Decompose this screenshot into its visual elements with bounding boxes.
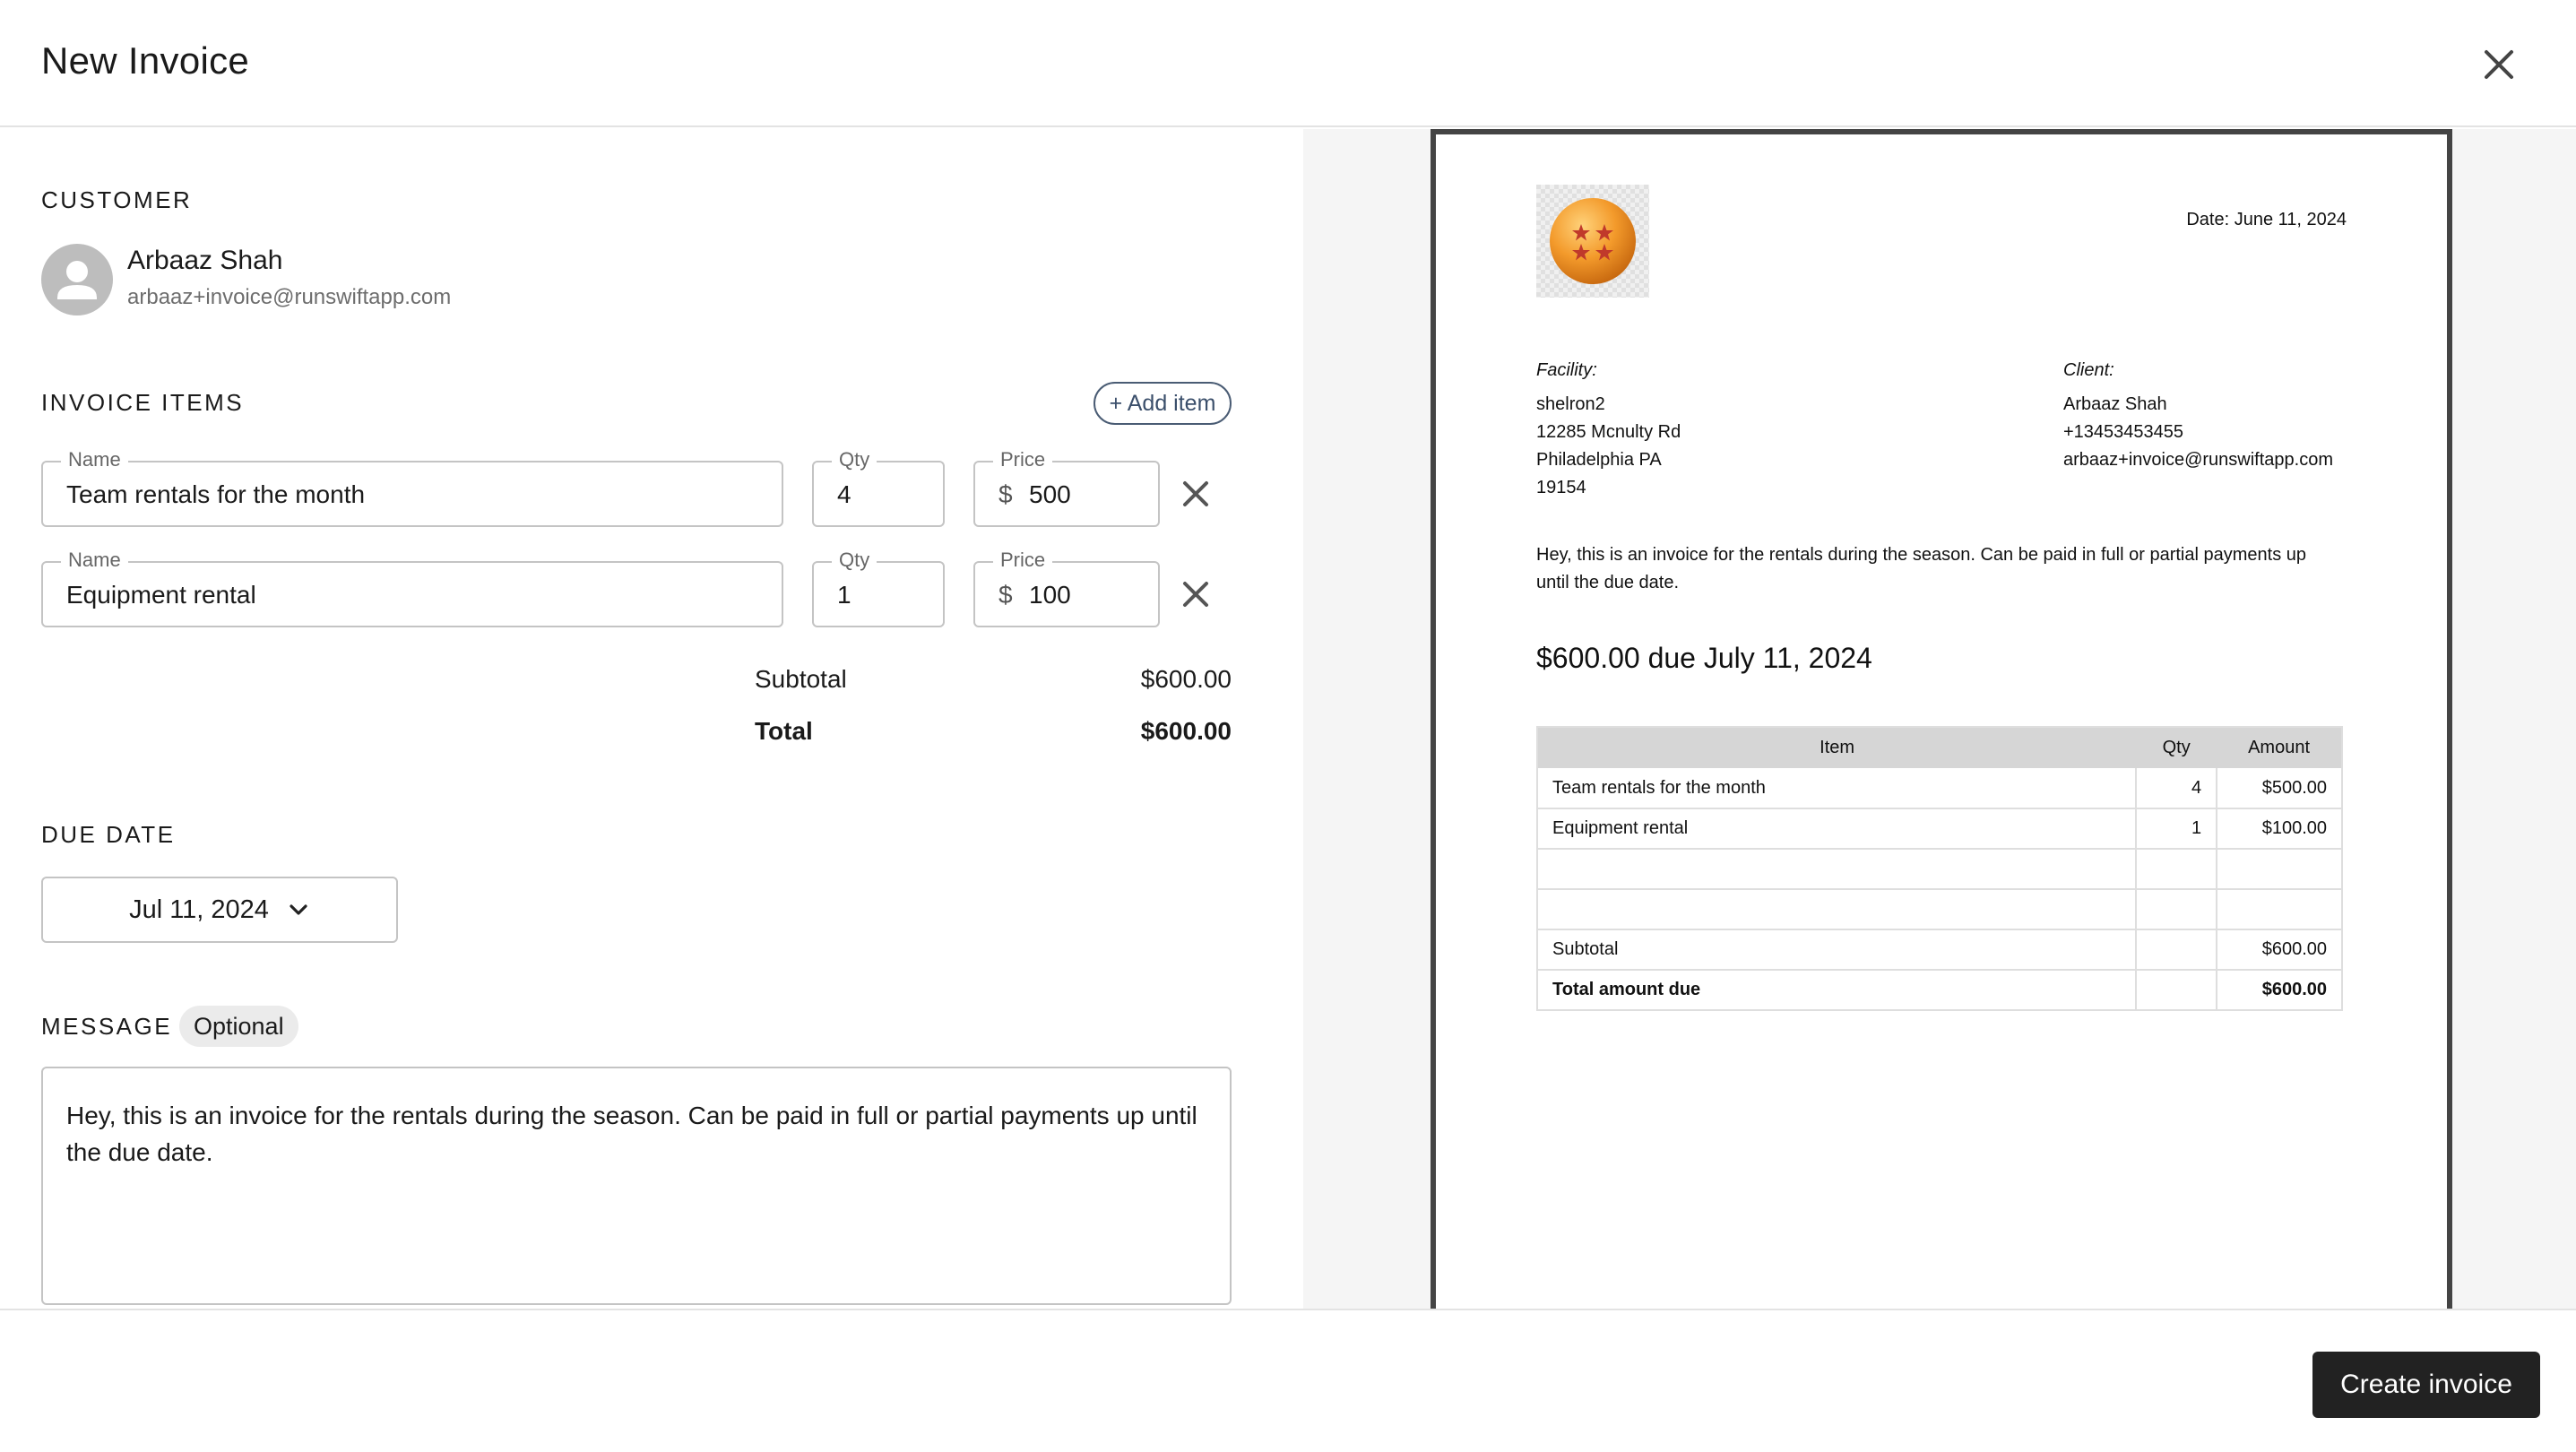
total-label: Total [755, 717, 813, 745]
customer-email: arbaaz+invoice@runswiftapp.com [127, 285, 452, 309]
facility-line: 12285 Mcnulty Rd [1536, 422, 1681, 442]
subtotal-value: $600.00 [1140, 665, 1232, 693]
dragon-ball-logo-icon [1536, 185, 1649, 298]
add-item-button[interactable]: + Add item [1094, 382, 1232, 425]
chevron-down-icon [287, 898, 310, 921]
optional-badge: Optional [179, 1006, 298, 1047]
field-label: Qty [832, 448, 877, 471]
facility-label: Facility: [1536, 360, 1597, 380]
customer-name: Arbaaz Shah [127, 246, 283, 275]
avatar [41, 244, 113, 315]
facility-line: shelron2 [1536, 394, 1605, 414]
total-row [1537, 970, 2342, 1010]
invoice-form [0, 129, 1303, 1310]
column-header: Amount [2217, 727, 2342, 768]
field-label: Price [993, 549, 1052, 572]
table-header-row [1537, 727, 2342, 768]
total-cell-label: Total amount due [1537, 970, 2136, 1010]
message-label: MESSAGE [41, 1013, 173, 1040]
currency-prefix: $ [998, 581, 1013, 609]
qty-cell: 1 [2136, 808, 2217, 849]
due-date-value: Jul 11, 2024 [129, 895, 269, 924]
client-line: +13453453455 [2063, 422, 2184, 442]
amount-cell: $500.00 [2217, 768, 2342, 808]
dialog-header [0, 0, 2576, 127]
due-date-picker[interactable] [41, 877, 398, 943]
empty-row [1537, 849, 2342, 889]
message-textarea[interactable]: Hey, this is an invoice for the rentals during the season. Can be paid in full or partial payments up until the due date. [41, 1067, 1232, 1305]
remove-item-icon[interactable] [1176, 474, 1215, 514]
close-icon[interactable] [2474, 39, 2524, 90]
subtotal-cell-label: Subtotal [1537, 929, 2136, 970]
item-qty-value: 4 [837, 480, 851, 508]
facility-line: Philadelphia PA [1536, 450, 1662, 470]
subtotal-row [1537, 929, 2342, 970]
amount-due-heading: $600.00 due July 11, 2024 [1536, 642, 1872, 674]
qty-cell: 4 [2136, 768, 2217, 808]
item-price-value: 500 [1029, 480, 1071, 508]
item-cell: Equipment rental [1537, 808, 2136, 849]
total-value: $600.00 [1140, 717, 1232, 745]
item-qty-field[interactable] [812, 549, 945, 627]
person-icon [41, 244, 113, 315]
table-row [1537, 808, 2342, 849]
field-label: Qty [832, 549, 877, 572]
invoice-items-table [1536, 726, 2343, 1011]
dialog-footer [0, 1309, 2576, 1452]
remove-item-icon[interactable] [1176, 575, 1215, 614]
item-name-value: Team rentals for the month [66, 480, 366, 508]
total-cell-value: $600.00 [2217, 970, 2342, 1010]
client-line: arbaaz+invoice@runswiftapp.com [2063, 450, 2334, 470]
invoice-date: Date: June 11, 2024 [2186, 210, 2347, 229]
preview-message-line: Hey, this is an invoice for the rentals during the season. Can be paid in full or partial payments up [1536, 545, 2306, 565]
facility-line: 19154 [1536, 478, 1586, 497]
client-label: Client: [2063, 360, 2114, 380]
item-name-field[interactable] [41, 549, 783, 627]
due-date-label: DUE DATE [41, 821, 176, 848]
item-qty-value: 1 [837, 581, 851, 609]
invoice-preview-document [1431, 129, 2452, 1310]
customer-section-label: CUSTOMER [41, 186, 193, 213]
amount-cell: $100.00 [2217, 808, 2342, 849]
field-label: Price [993, 448, 1052, 471]
field-label: Name [61, 448, 128, 471]
column-header: Item [1537, 727, 2136, 768]
dialog-title: New Invoice [41, 39, 250, 82]
item-price-value: 100 [1029, 581, 1071, 609]
invoice-preview-pane [1303, 129, 2576, 1310]
table-row [1537, 768, 2342, 808]
item-price-field[interactable] [973, 549, 1160, 627]
item-qty-field[interactable] [812, 448, 945, 527]
item-price-field[interactable] [973, 448, 1160, 527]
currency-prefix: $ [998, 480, 1013, 508]
invoice-items-label: INVOICE ITEMS [41, 389, 245, 416]
create-invoice-button[interactable]: Create invoice [2312, 1352, 2540, 1418]
subtotal-label: Subtotal [755, 665, 847, 693]
preview-message-line: until the due date. [1536, 573, 1680, 592]
subtotal-cell-value: $600.00 [2217, 929, 2342, 970]
item-name-value: Equipment rental [66, 581, 256, 609]
column-header: Qty [2136, 727, 2217, 768]
field-label: Name [61, 549, 128, 572]
item-name-field[interactable] [41, 448, 783, 527]
empty-row [1537, 889, 2342, 929]
client-line: Arbaaz Shah [2063, 394, 2167, 414]
item-cell: Team rentals for the month [1537, 768, 2136, 808]
